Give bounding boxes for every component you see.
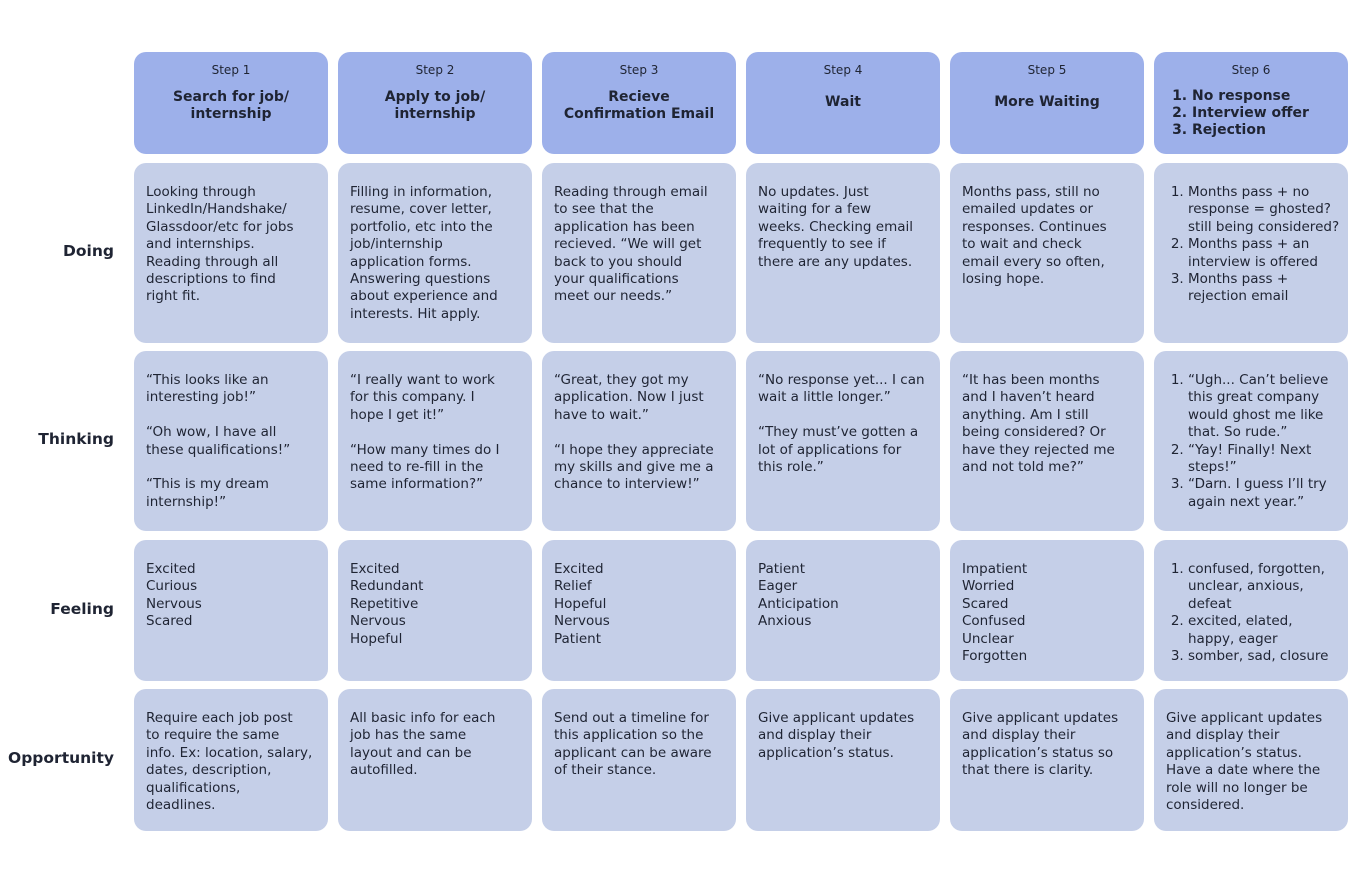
journey-cell bbox=[950, 351, 1144, 531]
step-number: Step 5 bbox=[1027, 63, 1067, 77]
journey-cell bbox=[950, 540, 1144, 681]
step-title-item: 2. Interview offer bbox=[1192, 105, 1348, 122]
step-title-item: 3. Rejection bbox=[1192, 122, 1348, 139]
cell-list-item: 2. Months pass + an interview is offered bbox=[1188, 236, 1342, 271]
cell-text: Filling in information, resume, cover letter, portfolio, etc into the job/internship application forms. Answering questions about experience and interests. Hit apply. bbox=[350, 184, 498, 322]
journey-cell bbox=[134, 540, 328, 681]
step-title: Wait bbox=[825, 94, 861, 110]
cell-text: “I really want to work for this company. I hope I get it!” “How many times do I need to re-fill in the same information?” bbox=[350, 372, 500, 493]
journey-cell bbox=[1154, 540, 1348, 681]
cell-list-item: 1. Months pass + no response = ghosted? still being considered? bbox=[1188, 184, 1342, 236]
journey-cell bbox=[950, 163, 1144, 343]
step-number: Step 1 bbox=[211, 63, 251, 77]
cell-list-item: 3. somber, sad, closure bbox=[1188, 648, 1342, 665]
cell-list-item: 3. “Darn. I guess I’ll try again next year.” bbox=[1188, 476, 1342, 511]
cell-text: “This looks like an interesting job!” “Oh wow, I have all these qualifications!” “This is my dream internship!” bbox=[146, 372, 291, 510]
cell-text: “It has been months and I haven’t heard anything. Am I still being considered? Or have they rejected me and not told me?” bbox=[962, 372, 1115, 476]
step-title: Recieve Confirmation Email bbox=[563, 89, 715, 122]
step-header-card bbox=[950, 52, 1144, 154]
row-label-thinking: Thinking bbox=[38, 430, 114, 448]
cell-text: Months pass, still no emailed updates or responses. Continues to wait and check email every so often, losing hope. bbox=[962, 184, 1107, 288]
journey-cell bbox=[746, 540, 940, 681]
journey-cell bbox=[338, 163, 532, 343]
cell-text: “Great, they got my application. Now I just have to wait.” “I hope they appreciate my skills and give me a chance to interview!” bbox=[554, 372, 714, 493]
step-number: Step 4 bbox=[823, 63, 863, 77]
journey-cell bbox=[746, 689, 940, 831]
step-number: Step 3 bbox=[619, 63, 659, 77]
cell-text: Give applicant updates and display their application’s status. bbox=[758, 710, 915, 761]
step-title: Search for job/ internship bbox=[172, 89, 290, 122]
journey-cell bbox=[134, 163, 328, 343]
step-number: Step 2 bbox=[415, 63, 455, 77]
journey-cell bbox=[746, 351, 940, 531]
journey-cell bbox=[1154, 163, 1348, 343]
cell-text: Excited Redundant Repetitive Nervous Hopeful bbox=[350, 561, 424, 647]
step-title: More Waiting bbox=[994, 94, 1100, 110]
cell-text: Excited Relief Hopeful Nervous Patient bbox=[554, 561, 610, 647]
step-title-item: 1. No response bbox=[1192, 88, 1348, 105]
step-number: Step 6 bbox=[1231, 63, 1271, 77]
journey-cell bbox=[134, 351, 328, 531]
journey-cell bbox=[338, 351, 532, 531]
journey-cell bbox=[338, 540, 532, 681]
journey-cell bbox=[1154, 351, 1348, 531]
cell-text: Give applicant updates and display their application’s status. Have a date where the role will no longer be considered. bbox=[1166, 710, 1323, 814]
cell-list-item: 2. excited, elated, happy, eager bbox=[1188, 613, 1342, 648]
row-label-feeling: Feeling bbox=[50, 599, 114, 618]
step-header-card bbox=[542, 52, 736, 154]
cell-text: Impatient Worried Scared Confused Unclear Forgotten bbox=[962, 561, 1028, 665]
cell-list-item: 3. Months pass + rejection email bbox=[1188, 271, 1342, 306]
cell-text: Send out a timeline for this application so the applicant can be aware of their stance. bbox=[554, 710, 712, 779]
step-header-card bbox=[134, 52, 328, 154]
step-title-list bbox=[1176, 88, 1348, 139]
cell-list bbox=[1166, 184, 1342, 306]
cell-text: “No response yet... I can wait a little longer.” “They must’ve gotten a lot of applications for this role.” bbox=[758, 372, 925, 476]
journey-cell bbox=[950, 689, 1144, 831]
cell-text: Looking through LinkedIn/Handshake/ Glassdoor/etc for jobs and internships. Reading through all descriptions to find right fit. bbox=[146, 184, 294, 305]
cell-list-item: 1. confused, forgotten, unclear, anxious, defeat bbox=[1188, 561, 1342, 613]
journey-cell bbox=[542, 163, 736, 343]
cell-text: No updates. Just waiting for a few weeks. Checking email frequently to see if there are any updates. bbox=[758, 184, 914, 270]
step-title: Apply to job/ internship bbox=[384, 89, 486, 122]
cell-text: Excited Curious Nervous Scared bbox=[146, 561, 202, 630]
journey-cell bbox=[542, 540, 736, 681]
cell-list bbox=[1166, 372, 1342, 511]
cell-text: Require each job post to require the same info. Ex: location, salary, dates, description, qualifications, deadlines. bbox=[146, 710, 313, 814]
journey-cell bbox=[542, 689, 736, 831]
cell-list bbox=[1166, 561, 1342, 665]
step-header-card bbox=[338, 52, 532, 154]
cell-list-item: 1. “Ugh... Can’t believe this great company would ghost me like that. So rude.” bbox=[1188, 372, 1342, 442]
cell-list-item: 2. “Yay! Finally! Next steps!” bbox=[1188, 442, 1342, 477]
step-header-card bbox=[746, 52, 940, 154]
journey-cell bbox=[746, 163, 940, 343]
step-header-card bbox=[1154, 52, 1348, 154]
cell-text: Reading through email to see that the application has been recieved. “We will get back to you should your qualifications meet our needs.” bbox=[554, 184, 708, 305]
journey-cell bbox=[542, 351, 736, 531]
cell-text: Give applicant updates and display their application’s status so that there is clarity. bbox=[962, 710, 1119, 779]
row-label-doing: Doing bbox=[63, 242, 114, 260]
cell-text: All basic info for each job has the same layout and can be autofilled. bbox=[350, 710, 496, 779]
cell-text: Patient Eager Anticipation Anxious bbox=[758, 561, 839, 630]
journey-cell bbox=[338, 689, 532, 831]
journey-cell bbox=[1154, 689, 1348, 831]
row-label-opportunity: Opportunity bbox=[8, 749, 114, 767]
journey-cell bbox=[134, 689, 328, 831]
